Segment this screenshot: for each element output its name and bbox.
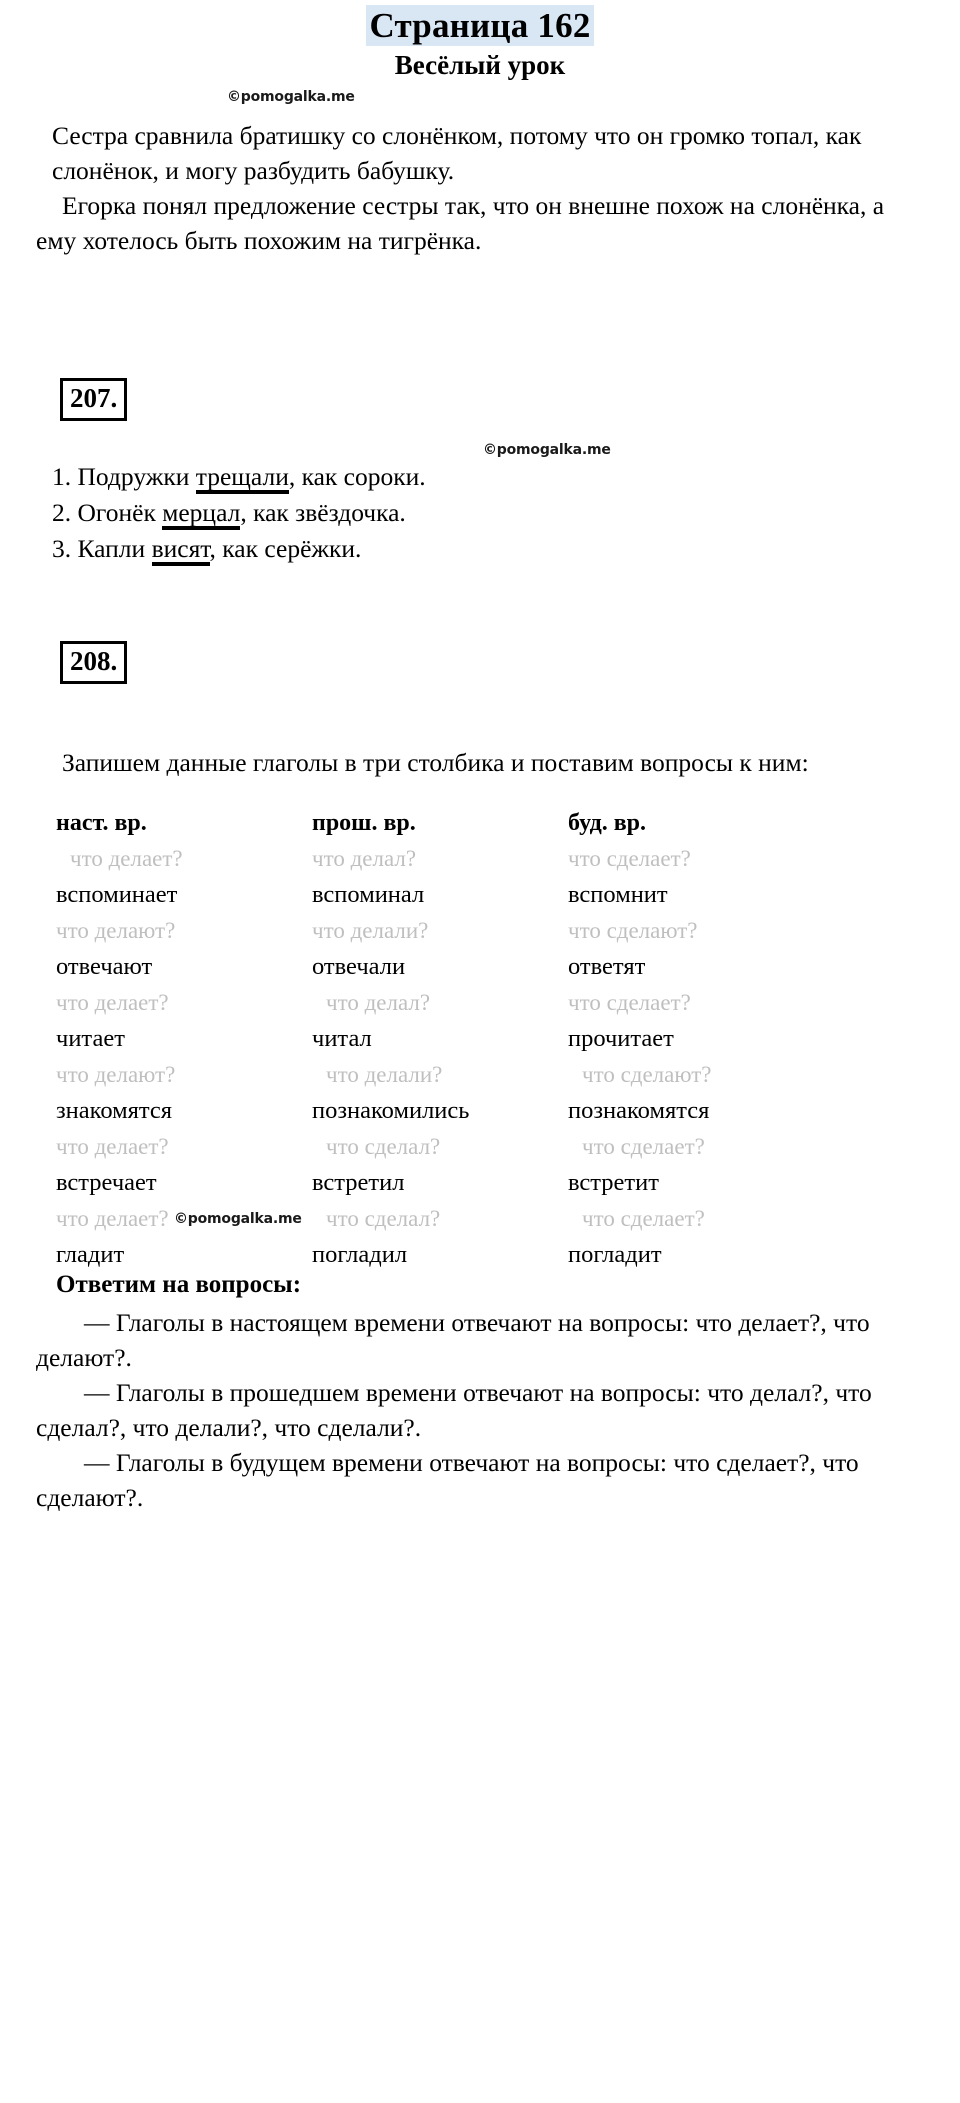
question-cell: что делает? [56, 1206, 169, 1231]
watermark-middle: ©pomogalka.me [483, 442, 611, 458]
lesson-title: Весёлый урок [394, 50, 566, 80]
verb-cell: вспомнит [568, 881, 668, 908]
exercise-207-sentence-list [52, 459, 752, 567]
exercise-208-instruction-block [36, 745, 916, 780]
exercise-number-208: 208. [60, 641, 127, 684]
column-header-present: наст. вр. [56, 810, 147, 836]
table-row-verbs [52, 877, 752, 913]
table-row-questions [52, 841, 752, 877]
table-row-questions [52, 1201, 752, 1237]
sentence-after: , как сороки. [288, 462, 426, 491]
question-cell: что делает? [56, 1134, 169, 1159]
table-row-verbs [52, 1093, 752, 1129]
intro-paragraph-1-block [52, 118, 914, 188]
answers-block [36, 1305, 926, 1515]
question-cell: что сделает? [568, 846, 691, 871]
underlined-predicate: трещали [196, 462, 289, 494]
page-title [36, 0, 924, 43]
sentence-after: , как звёздочка. [240, 498, 406, 527]
question-cell: что сделал? [326, 1206, 441, 1231]
verb-cell: встретит [568, 1169, 659, 1196]
verb-tenses-table [52, 805, 752, 1273]
watermark-top: ©pomogalka.me [227, 89, 355, 105]
question-cell: что делают? [56, 1062, 176, 1087]
underlined-predicate: висят [152, 534, 210, 566]
sentence-before: Капли [71, 534, 152, 563]
table-row-questions [52, 1129, 752, 1165]
list-item [52, 531, 752, 567]
verb-cell: отвечали [312, 953, 406, 980]
table-header-row [52, 805, 752, 841]
verb-cell: погладит [568, 1241, 662, 1268]
verb-cell: вспоминает [56, 881, 178, 908]
column-header-past: прош. вр. [312, 810, 416, 836]
answer-future-tense: — Глаголы в будущем времени отвечают на вопросы: что сделает?, что сделают?. [36, 1448, 859, 1512]
verb-cell: отвечают [56, 953, 153, 980]
question-cell: что делает? [70, 846, 183, 871]
verb-cell: читает [56, 1025, 125, 1052]
sentence-before: Подружки [71, 462, 196, 491]
table-row-questions [52, 913, 752, 949]
question-cell: что сделает? [582, 1134, 705, 1159]
intro-paragraph-2: Егорка понял предложение сестры так, что он внешне похож на слонёнка, а ему хотелось быть похожим на тигрёнка. [36, 191, 885, 255]
question-cell: что делают? [56, 918, 176, 943]
sentence-after: , как серёжки. [209, 534, 362, 563]
question-cell: что делали? [326, 1062, 443, 1087]
verb-cell: прочитает [568, 1025, 674, 1052]
verb-cell: встречает [56, 1169, 157, 1196]
exercise-208-instruction: Запишем данные глаголы в три столбика и поставим вопросы к ним: [62, 748, 809, 777]
question-cell: что сделает? [568, 990, 691, 1015]
column-header-future: буд. вр. [568, 810, 647, 836]
table-row-verbs [52, 1021, 752, 1057]
verb-cell: знакомятся [56, 1097, 173, 1124]
sentence-before: Огонёк [71, 498, 163, 527]
question-cell: что сделает? [582, 1206, 705, 1231]
verb-cell: познакомились [312, 1097, 470, 1124]
page-title-text: Страница 162 [366, 5, 593, 46]
intro-paragraph-1: Сестра сравнила братишку со слонёнком, потому что он громко топал, как слонёнок, и могу разбудить бабушку. [52, 121, 862, 185]
question-cell: что делал? [312, 846, 417, 871]
exercise-number-207: 207. [60, 378, 127, 421]
table-row-questions [52, 1057, 752, 1093]
sentence-index: 3. [52, 534, 72, 563]
question-cell: что сделают? [568, 918, 698, 943]
table-row-verbs [52, 1237, 752, 1273]
verb-cell: ответят [568, 953, 646, 980]
sentence-index: 1. [52, 462, 72, 491]
answer-present-tense: — Глаголы в настоящем времени отвечают на вопросы: что делает?, что делают?. [36, 1308, 870, 1372]
watermark-lower: ©pomogalka.me [174, 1211, 302, 1227]
answers-heading: Ответим на вопросы: [56, 1271, 302, 1298]
verb-cell: читал [312, 1025, 372, 1052]
verb-cell: познакомятся [568, 1097, 710, 1124]
sentence-index: 2. [52, 498, 72, 527]
list-item [52, 459, 752, 495]
verb-cell: гладит [56, 1241, 125, 1268]
intro-paragraph-2-block [36, 188, 916, 258]
verb-cell: вспоминал [312, 881, 425, 908]
question-cell: что сделал? [326, 1134, 441, 1159]
question-cell: что делал? [326, 990, 431, 1015]
verb-cell: встретил [312, 1169, 405, 1196]
answer-past-tense: — Глаголы в прошедшем времени отвечают на вопросы: что делал?, что сделал?, что делали?, что сделали?. [36, 1378, 872, 1442]
underlined-predicate: мерцал [162, 498, 240, 530]
list-item [52, 495, 752, 531]
table-row-questions [52, 985, 752, 1021]
question-cell: что делали? [312, 918, 429, 943]
question-cell: что сделают? [582, 1062, 712, 1087]
table-row-verbs [52, 949, 752, 985]
verb-cell: погладил [312, 1241, 408, 1268]
table-row-verbs [52, 1165, 752, 1201]
question-cell: что делает? [56, 990, 169, 1015]
